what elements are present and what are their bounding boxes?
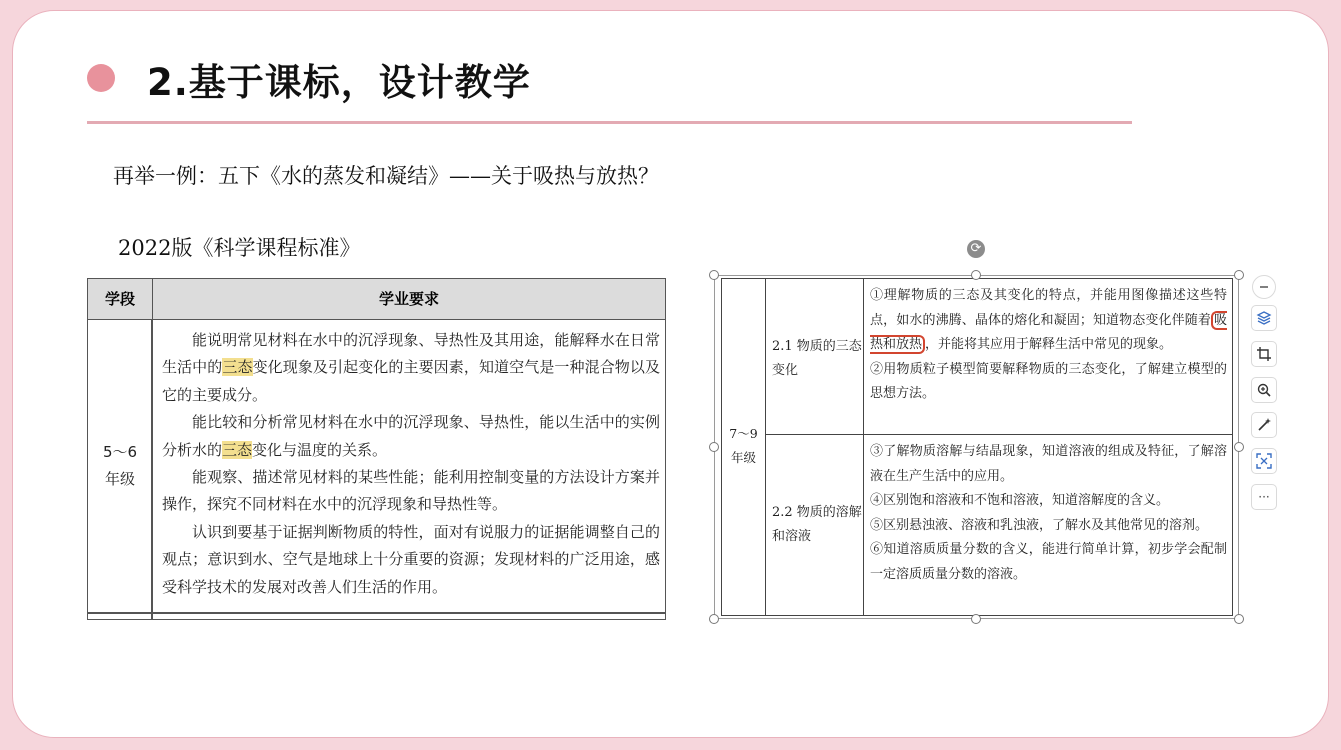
- magic-icon[interactable]: [1251, 412, 1277, 438]
- circled-heat-absorb-release: 吸热和放热: [870, 312, 1227, 352]
- requirement-paragraph-3: 能观察、描述常见材料的某些性能；能利用控制变量的方法设计方案并操作，探究不同材料在水中的沉浮现象和导热性等。: [162, 468, 660, 514]
- title-bullet-dot: [87, 64, 115, 92]
- p1-text-a: 能说明常见材料在水中的沉浮现象、导热性及其用途，能解释水在日常生活中的: [162, 331, 660, 377]
- row2-item-1: ③了解物质溶解与结晶现象，知道溶液的组成及特征，了解溶液在生产生活中的应用。: [870, 444, 1227, 484]
- right-grade-cell: [722, 422, 765, 470]
- left-table-header: [88, 279, 665, 320]
- right-grade-range: 7～9: [729, 426, 758, 441]
- left-requirements-cell: [162, 327, 660, 601]
- p2-text-b: 变化与温度的关系。: [252, 440, 388, 459]
- grade-unit: 年级: [104, 470, 135, 488]
- title-divider: [87, 121, 1132, 124]
- left-table-row-divider: [88, 612, 665, 614]
- right-table-col-divider-1: [765, 279, 766, 615]
- topic-three-states: 2.1 物质的三态变化: [772, 339, 862, 378]
- resize-handle-top-left[interactable]: [709, 270, 719, 280]
- standard-label[interactable]: 2022版《科学课程标准》: [118, 236, 361, 260]
- right-grade-unit: 年级: [730, 450, 756, 465]
- row1-description: [870, 284, 1227, 407]
- header-requirements: 学业要求: [152, 279, 665, 319]
- resize-handle-right[interactable]: [1234, 442, 1244, 452]
- resize-handle-top[interactable]: [971, 270, 981, 280]
- grade-range: 5～6: [102, 443, 138, 461]
- header-stage: 学段: [104, 290, 135, 308]
- row1-item-1-b: ，并能将其应用于解释生活中常见的现象。: [925, 337, 1173, 352]
- slide-subtitle[interactable]: 再举一例：五下《水的蒸发和凝结》——关于吸热与放热？: [113, 164, 659, 188]
- curriculum-table-left[interactable]: [87, 278, 666, 620]
- fit-icon[interactable]: [1251, 448, 1277, 474]
- minus-icon[interactable]: [1252, 275, 1276, 299]
- curriculum-table-right[interactable]: [721, 278, 1233, 616]
- row1-item-2: ②用物质粒子模型简要解释物质的三态变化，了解建立模型的思想方法。: [870, 361, 1227, 401]
- resize-handle-bottom-right[interactable]: [1234, 614, 1244, 624]
- rotate-handle-icon[interactable]: ⟳: [967, 240, 985, 258]
- more-icon[interactable]: ···: [1251, 484, 1277, 510]
- row2-item-2: ④区别饱和溶液和不饱和溶液，知道溶解度的含义。: [870, 493, 1170, 508]
- slide-title[interactable]: 2.基于课标，设计教学: [147, 61, 531, 104]
- topic-dissolution: 2.2 物质的溶解和溶液: [772, 505, 862, 544]
- row1-item-1: [870, 284, 1227, 358]
- resize-handle-left[interactable]: [709, 442, 719, 452]
- highlight-three-states-2: 三态: [222, 440, 253, 459]
- requirement-paragraph-4: 认识到要基于证据判断物质的特性，面对有说服力的证据能调整自己的观点；意识到水、空气是地球上十分重要的资源；发现材料的广泛用途，感受科学技术的发展对改善人们生活的作用。: [162, 522, 660, 596]
- resize-handle-bottom-left[interactable]: [709, 614, 719, 624]
- highlight-three-states: 三态: [222, 358, 253, 377]
- row2-description: [870, 440, 1227, 587]
- right-table-row-divider: [765, 434, 1232, 435]
- requirement-paragraph-1: [162, 327, 660, 409]
- left-grade-cell: [88, 439, 152, 493]
- row2-item-3: ⑤区别悬浊液、溶液和乳浊液，了解水及其他常见的溶剂。: [870, 517, 1209, 533]
- right-table-col-divider-2: [863, 279, 864, 615]
- layers-icon[interactable]: [1251, 305, 1277, 331]
- requirement-paragraph-2: [162, 409, 660, 464]
- row2-item-4: ⑥知道溶质质量分数的含义，能进行简单计算，初步学会配制一定溶质质量分数的溶液。: [870, 542, 1227, 582]
- zoom-in-icon[interactable]: [1251, 377, 1277, 403]
- p2-text-a: 能比较和分析常见材料在水中的沉浮现象、导热性，能以生活中的实例分析水的: [162, 413, 660, 459]
- resize-handle-top-right[interactable]: [1234, 270, 1244, 280]
- p1-text-b: 变化现象及引起变化的主要因素，知道空气是一种混合物以及它的主要成分。: [162, 358, 660, 404]
- row1-item-1-a: ①理解物质的三态及其变化的特点，并能用图像描述这些特点，如水的沸腾、晶体的熔化和凝固；知道物态变化伴随着: [870, 288, 1227, 328]
- crop-icon[interactable]: [1251, 341, 1277, 367]
- resize-handle-bottom[interactable]: [971, 614, 981, 624]
